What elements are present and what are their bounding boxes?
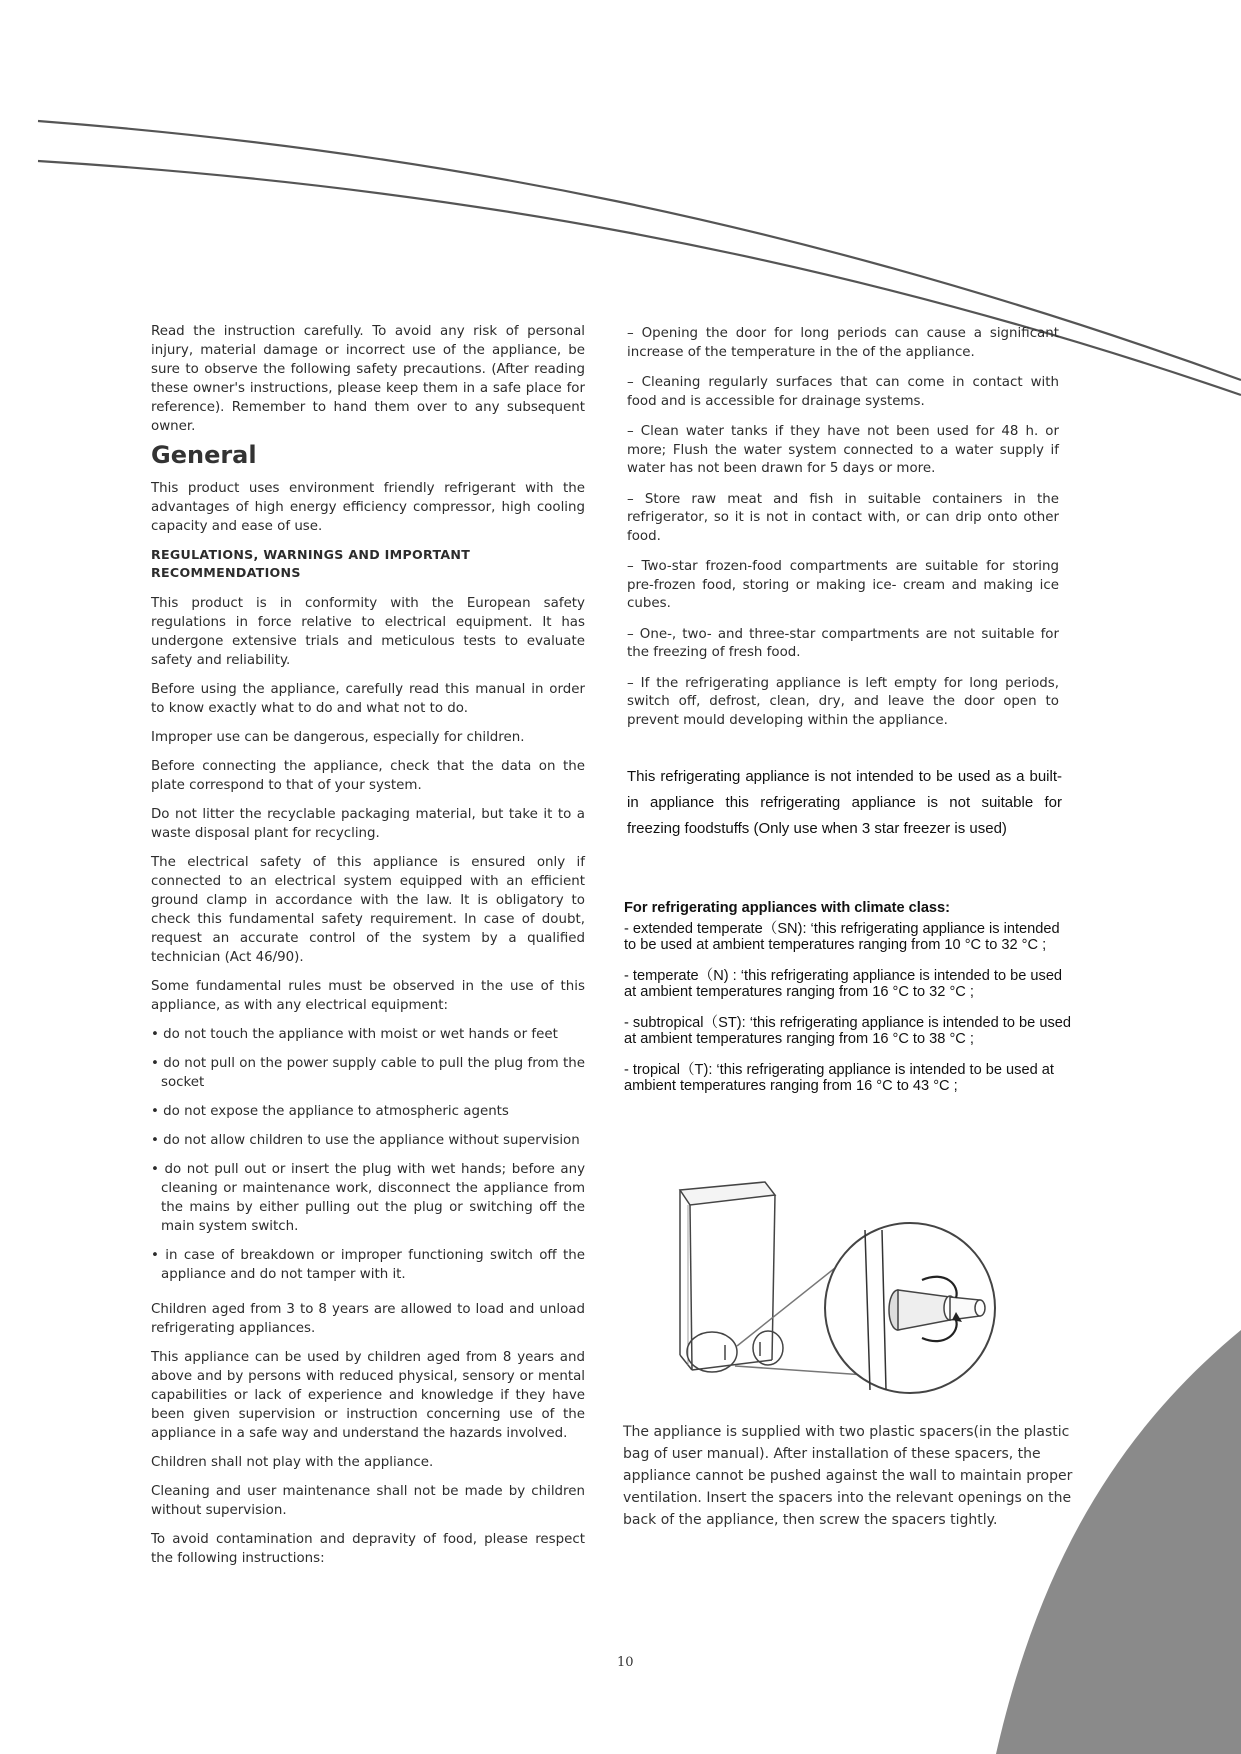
dash-item: – Opening the door for long periods can cause a significant increase of the temperature in the of the appliance.	[627, 326, 1059, 360]
children-paragraph: To avoid contamination and depravity of food, please respect the following instructions:	[151, 1532, 585, 1566]
dash-item: – One-, two- and three-star compartments are not suitable for the freezing of fresh food.	[627, 626, 1059, 660]
dash-item: – Two-star frozen-food compartments are suitable for storing pre-frozen food, storing or making ice- cream and making ice cubes.	[627, 559, 1059, 611]
bullet-item: • do not touch the appliance with moist or wet hands or feet	[151, 1027, 558, 1042]
climate-class-section	[624, 900, 1074, 1109]
paragraph: This product is in conformity with the European safety regulations in force relative to electrical equipment. It has undergone extensive trials and meticulous tests to evaluate safety and reliability.	[151, 596, 585, 668]
bullet-item: • do not allow children to use the appliance without supervision	[151, 1133, 580, 1148]
bullet-item: • do not expose the appliance to atmospheric agents	[151, 1104, 509, 1119]
spacer-note: The appliance is supplied with two plastic spacers(in the plastic bag of user manual). After installation of these spacers, the appliance cannot be pushed against the wall to maintain proper ventilation. Insert the spacers into the relevant openings on the back of the appliance, then screw the spacers tightly.	[623, 1424, 1073, 1528]
children-paragraph: Children shall not play with the appliance.	[151, 1455, 434, 1470]
children-paragraph: This appliance can be used by children aged from 8 years and above and by persons with reduced physical, sensory or mental capabilities or lack of experience and knowledge if they have been given supervision or instruction concerning use of the appliance in a safe way and understand the hazards involved.	[151, 1350, 585, 1441]
climate-item: - extended temperate（SN): ‘this refrigerating appliance is intended to be used at ambient temperatures ranging from 10 °C to 32 °C ;	[624, 920, 1060, 953]
paragraph: Do not litter the recyclable packaging material, but take it to a waste disposal plant for recycling.	[151, 807, 585, 841]
paragraph: The electrical safety of this appliance is ensured only if connected to an electrical system equipped with an efficient ground clamp in accordance with the law. It is obligatory to check this fundamental safety requirement. In case of doubt, request an accurate control of the system by a qualified technician (Act 46/90).	[151, 855, 585, 965]
children-paragraph: Children aged from 3 to 8 years are allowed to load and unload refrigerating appliances.	[151, 1302, 585, 1336]
bullet-item: • do not pull on the power supply cable to pull the plug from the socket	[151, 1056, 585, 1090]
climate-item: - temperate（N) : ‘this refrigerating appliance is intended to be used at ambient temperatures ranging from 16 °C to 32 °C ;	[624, 967, 1063, 1000]
climate-title: For refrigerating appliances with climate class:	[624, 900, 951, 916]
dash-item: – If the refrigerating appliance is left empty for long periods, switch off, defrost, clean, dry, and leave the door open to prevent mould developing within the appliance.	[627, 675, 1059, 728]
built-in-notice: This refrigerating appliance is not intended to be used as a built-in appliance this refrigerating appliance is not suitable for freezing foodstuffs (Only use when 3 star freezer is used)	[627, 768, 1062, 837]
intro-paragraph: Read the instruction carefully. To avoid any risk of personal injury, material damage or incorrect use of the appliance, be sure to observe the following safety precautions. (After reading these owner's instructions, please keep them in a safe place for reference). Remember to hand them over to any subsequent owner.	[151, 324, 585, 434]
paragraph: Some fundamental rules must be observed in the use of this appliance, as with any electrical equipment:	[151, 979, 585, 1013]
children-paragraph: Cleaning and user maintenance shall not be made by children without supervision.	[151, 1484, 585, 1518]
left-column	[151, 322, 585, 1578]
dash-item: – Cleaning regularly surfaces that can come in contact with food and is accessible for drainage systems.	[627, 375, 1059, 409]
paragraph: Before using the appliance, carefully read this manual in order to know exactly what to do and what not to do.	[151, 682, 585, 716]
spacer-installation-illustration	[660, 1170, 1060, 1400]
bullet-item: • do not pull out or insert the plug with wet hands; before any cleaning or maintenance work, disconnect the appliance from the mains by either pulling out the plug or switching off the main system switch.	[151, 1162, 585, 1234]
regulations-heading: REGULATIONS, WARNINGS AND IMPORTANT RECOMMENDATIONS	[151, 547, 471, 580]
general-heading: General	[151, 441, 257, 469]
climate-item: - tropical（T): ‘this refrigerating appliance is intended to be used at ambient temperatures ranging from 16 °C to 43 °C ;	[624, 1061, 1054, 1094]
climate-item: - subtropical（ST): ‘this refrigerating appliance is intended to be used at ambient temperatures ranging from 16 °C to 38 °C ;	[624, 1014, 1071, 1047]
dash-item: – Clean water tanks if they have not been used for 48 h. or more; Flush the water system connected to a water supply if water has not been drawn for 5 days or more.	[627, 424, 1059, 476]
bullet-item: • in case of breakdown or improper functioning switch off the appliance and do not tamper with it.	[151, 1248, 585, 1282]
paragraph: Improper use can be dangerous, especially for children.	[151, 730, 525, 745]
general-paragraph: This product uses environment friendly refrigerant with the advantages of high energy efficiency compressor, high cooling capacity and ease of use.	[151, 481, 585, 534]
right-column	[627, 325, 1059, 742]
page-number: 10	[617, 1655, 634, 1670]
dash-item: – Store raw meat and fish in suitable containers in the refrigerator, so it is not in contact with, or can drip onto other food.	[627, 491, 1059, 544]
paragraph: Before connecting the appliance, check that the data on the plate correspond to that of your system.	[151, 759, 585, 793]
